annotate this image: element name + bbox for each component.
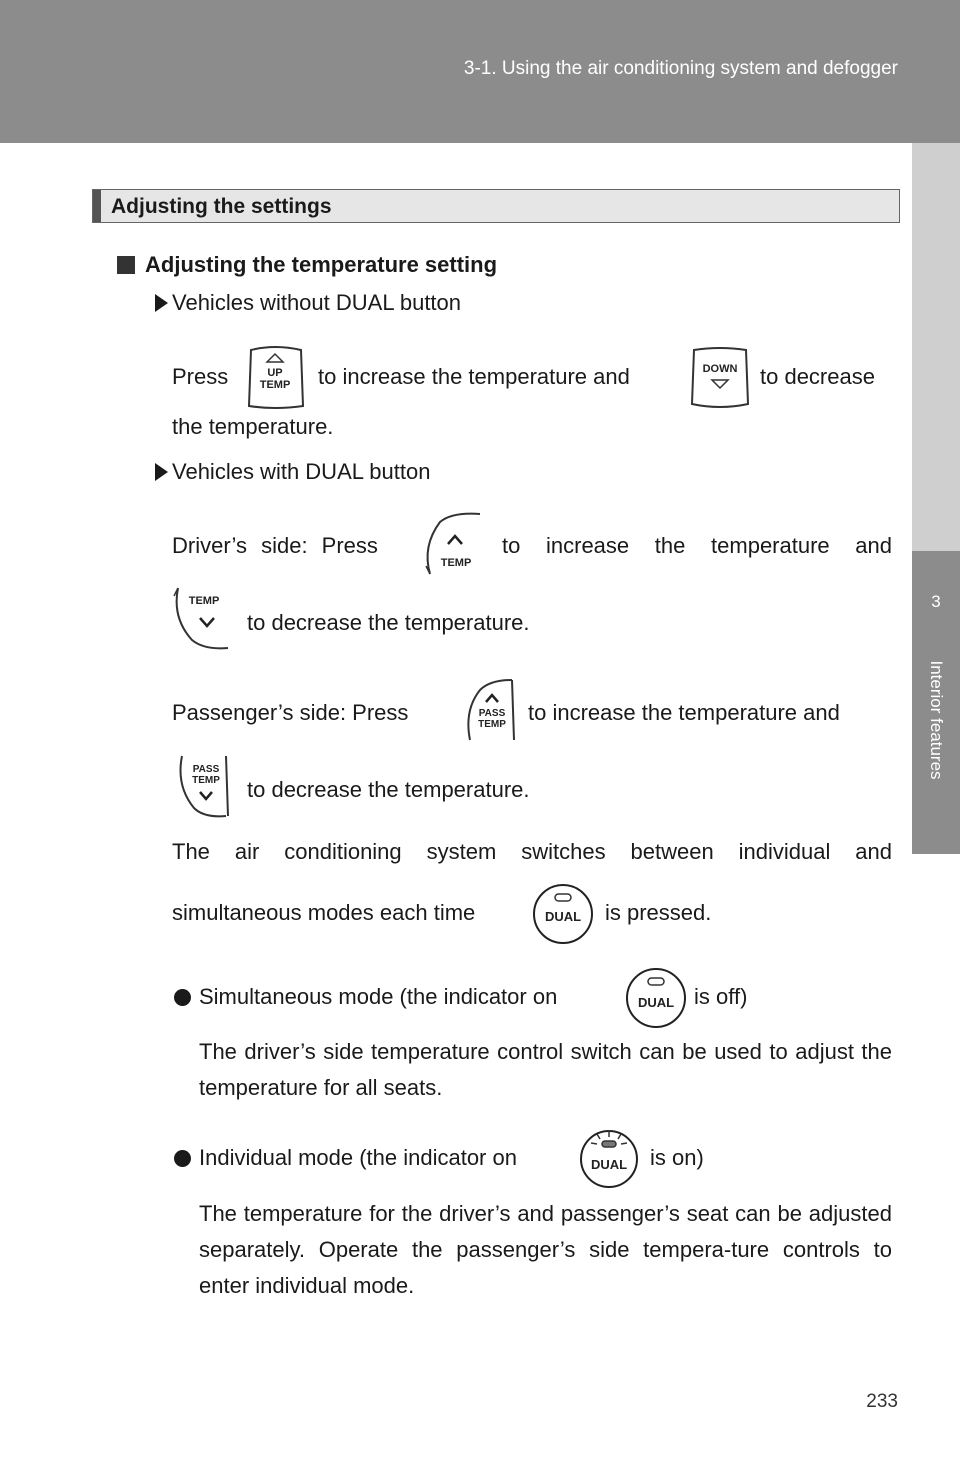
section-heading-bar: [92, 189, 900, 223]
with-dual-heading: Vehicles with DUAL button: [172, 459, 431, 484]
down-label: DOWN: [702, 363, 738, 375]
bullet-dot-icon: [174, 1150, 191, 1167]
text-driver-decrease: to decrease the temperature.: [247, 610, 530, 635]
subsection-title: Adjusting the temperature setting: [145, 252, 498, 277]
simultaneous-label-a: Simultaneous mode (the indicator on: [199, 984, 558, 1009]
dual-label: DUAL: [544, 909, 582, 924]
text-driver-increase: to increase the temperature and: [502, 533, 892, 558]
pass-label: PASS: [192, 764, 220, 775]
text-pass-press: Passenger’s side: Press: [172, 700, 409, 725]
simultaneous-label-b: is off): [694, 984, 748, 1009]
individual-description: The temperature for the driver’s and passenger’s seat can be adjusted separately. Operate the passenger’s side tempera-ture controls to enter individual mode.: [199, 1201, 892, 1298]
dual-text-line1: The air conditioning system switches between individual and: [172, 839, 892, 864]
dual-indicator-on-icon: [577, 1126, 641, 1190]
chapter-label: Interior features: [927, 660, 946, 780]
pass-label: PASS: [478, 708, 506, 719]
page-number: 233: [866, 1391, 898, 1412]
text-driver-press: Driver’s side: Press: [172, 533, 378, 558]
passenger-temp-down-button-icon: [172, 750, 236, 822]
text-press: Press: [172, 364, 229, 389]
page-header: [0, 0, 960, 143]
down-button-icon: [688, 346, 752, 410]
side-band: [912, 143, 960, 551]
temp-label: TEMP: [192, 775, 220, 786]
temp-label: TEMP: [188, 595, 220, 607]
square-bullet-icon: [117, 256, 135, 274]
text-increase: to increase the temperature and: [318, 364, 630, 389]
temp-label: TEMP: [440, 557, 472, 569]
triangle-bullet-icon: [155, 294, 168, 312]
dual-button-icon: [531, 882, 595, 946]
text-the-temperature: the temperature.: [172, 414, 334, 439]
driver-temp-up-button-icon: [420, 510, 490, 580]
passenger-temp-up-button-icon: [462, 676, 522, 746]
dual-label: DUAL: [590, 1157, 628, 1172]
simultaneous-description: The driver’s side temperature control switch can be used to adjust the temperature for all seats.: [199, 1039, 892, 1100]
individual-label-b: is on): [650, 1145, 704, 1170]
bullet-dot-icon: [174, 989, 191, 1006]
temp-label: TEMP: [478, 719, 506, 730]
chapter-number: 3: [931, 592, 941, 611]
up-temp-button-icon: [243, 346, 307, 410]
triangle-bullet-icon: [155, 463, 168, 481]
dual-text-line2a: simultaneous modes each time: [172, 900, 476, 925]
text-decrease: to decrease: [760, 364, 875, 389]
driver-temp-down-button-icon: [170, 582, 240, 654]
up-label: UP: [267, 367, 283, 379]
dual-text-line2b: is pressed.: [605, 900, 712, 925]
section-title: Adjusting the settings: [111, 195, 332, 218]
without-dual-heading: Vehicles without DUAL button: [172, 290, 462, 315]
text-pass-increase: to increase the temperature and: [528, 700, 840, 725]
text-pass-decrease: to decrease the temperature.: [247, 777, 530, 802]
individual-label-a: Individual mode (the indicator on: [199, 1145, 517, 1170]
dual-indicator-off-icon: [624, 966, 688, 1030]
temp-label: TEMP: [259, 379, 291, 391]
chapter-title: 3-1. Using the air conditioning system and defogger: [463, 58, 898, 79]
dual-label: DUAL: [637, 995, 675, 1010]
